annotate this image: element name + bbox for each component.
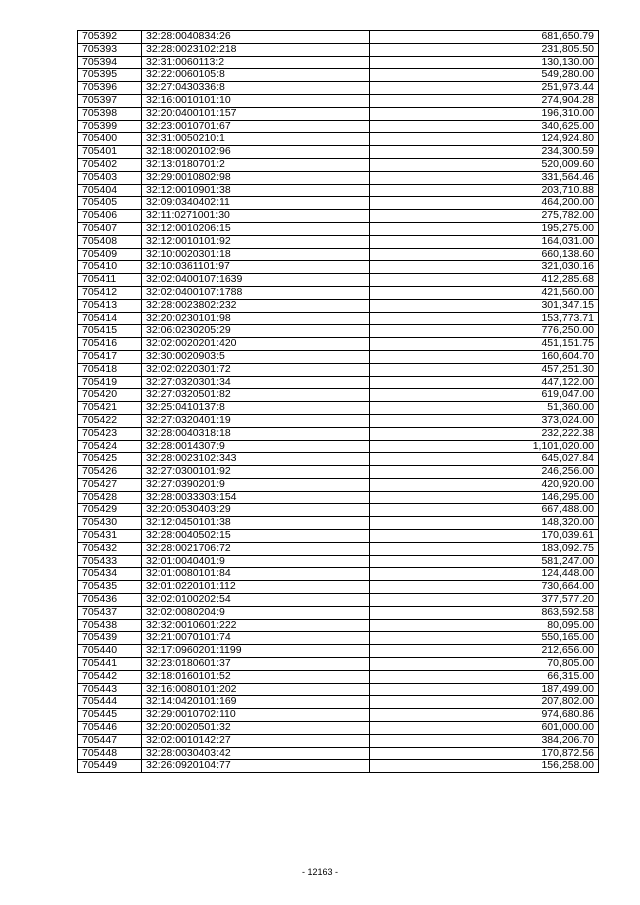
row-id-cell: 705418 xyxy=(78,363,142,376)
cadastral-number-cell: 32:28:0021706:72 xyxy=(142,542,370,555)
table-row xyxy=(78,568,599,581)
amount-cell: 124,924.80 xyxy=(370,133,599,146)
table-row xyxy=(78,594,599,607)
table-row xyxy=(78,338,599,351)
cadastral-number-cell: 32:12:0010901:38 xyxy=(142,184,370,197)
row-id-cell: 705429 xyxy=(78,504,142,517)
amount-cell: 212,656.00 xyxy=(370,645,599,658)
cadastral-number-cell: 32:27:0320501:82 xyxy=(142,389,370,402)
table-row xyxy=(78,274,599,287)
cadastral-number-cell: 32:20:0400101:157 xyxy=(142,107,370,120)
table-row xyxy=(78,658,599,671)
amount-cell: 195,275.00 xyxy=(370,222,599,235)
table-row xyxy=(78,363,599,376)
table-row xyxy=(78,350,599,363)
amount-cell: 645,027.84 xyxy=(370,453,599,466)
amount-cell: 776,250.00 xyxy=(370,325,599,338)
table-row xyxy=(78,31,599,44)
cadastral-number-cell: 32:01:0080101:84 xyxy=(142,568,370,581)
cadastral-number-cell: 32:02:0100202:54 xyxy=(142,594,370,607)
row-id-cell: 705420 xyxy=(78,389,142,402)
amount-cell: 974,680.86 xyxy=(370,709,599,722)
amount-cell: 451,151.75 xyxy=(370,338,599,351)
cadastral-number-cell: 32:27:0300101:92 xyxy=(142,466,370,479)
page-number: - 12163 - xyxy=(301,867,339,877)
table-row xyxy=(78,248,599,261)
table-row xyxy=(78,69,599,82)
row-id-cell: 705447 xyxy=(78,734,142,747)
table-row xyxy=(78,427,599,440)
amount-cell: 1,101,020.00 xyxy=(370,440,599,453)
amount-cell: 246,256.00 xyxy=(370,466,599,479)
amount-cell: 70,805.00 xyxy=(370,658,599,671)
table-row xyxy=(78,184,599,197)
table-row xyxy=(78,645,599,658)
row-id-cell: 705436 xyxy=(78,594,142,607)
table-row xyxy=(78,325,599,338)
cadastral-number-cell: 32:29:0010802:98 xyxy=(142,171,370,184)
table-row xyxy=(78,222,599,235)
cadastral-number-cell: 32:23:0010701:67 xyxy=(142,120,370,133)
amount-cell: 160,604.70 xyxy=(370,350,599,363)
cadastral-number-cell: 32:06:0230205:29 xyxy=(142,325,370,338)
amount-cell: 447,122.00 xyxy=(370,376,599,389)
cadastral-number-cell: 32:18:0020102:96 xyxy=(142,146,370,159)
row-id-cell: 705431 xyxy=(78,530,142,543)
cadastral-number-cell: 32:28:0014307:9 xyxy=(142,440,370,453)
row-id-cell: 705401 xyxy=(78,146,142,159)
row-id-cell: 705412 xyxy=(78,286,142,299)
row-id-cell: 705393 xyxy=(78,43,142,56)
table-row xyxy=(78,94,599,107)
row-id-cell: 705397 xyxy=(78,94,142,107)
row-id-cell: 705414 xyxy=(78,312,142,325)
amount-cell: 187,499.00 xyxy=(370,683,599,696)
row-id-cell: 705445 xyxy=(78,709,142,722)
table-row xyxy=(78,235,599,248)
row-id-cell: 705398 xyxy=(78,107,142,120)
amount-cell: 274,904.28 xyxy=(370,94,599,107)
amount-cell: 420,920.00 xyxy=(370,478,599,491)
cadastral-number-cell: 32:18:0160101:52 xyxy=(142,670,370,683)
row-id-cell: 705404 xyxy=(78,184,142,197)
table-row xyxy=(78,504,599,517)
row-id-cell: 705403 xyxy=(78,171,142,184)
table-row xyxy=(78,261,599,274)
cadastral-number-cell: 32:10:0020301:18 xyxy=(142,248,370,261)
amount-cell: 667,488.00 xyxy=(370,504,599,517)
amount-cell: 51,360.00 xyxy=(370,402,599,415)
table-row xyxy=(78,453,599,466)
table-row xyxy=(78,171,599,184)
row-id-cell: 705411 xyxy=(78,274,142,287)
cadastral-number-cell: 32:17:0960201:1199 xyxy=(142,645,370,658)
cadastral-number-cell: 32:28:0023102:218 xyxy=(142,43,370,56)
cadastral-number-cell: 32:12:0010206:15 xyxy=(142,222,370,235)
amount-cell: 377,577.20 xyxy=(370,594,599,607)
amount-cell: 681,650.79 xyxy=(370,31,599,44)
amount-cell: 275,782.00 xyxy=(370,210,599,223)
amount-cell: 164,031.00 xyxy=(370,235,599,248)
amount-cell: 331,564.46 xyxy=(370,171,599,184)
cadastral-number-cell: 32:02:0020201:420 xyxy=(142,338,370,351)
amount-cell: 170,872.56 xyxy=(370,747,599,760)
table-row xyxy=(78,82,599,95)
table-row xyxy=(78,158,599,171)
amount-cell: 863,592.58 xyxy=(370,606,599,619)
table-row xyxy=(78,466,599,479)
cadastral-number-cell: 32:22:0060105:8 xyxy=(142,69,370,82)
row-id-cell: 705423 xyxy=(78,427,142,440)
table-row xyxy=(78,107,599,120)
amount-cell: 207,802.00 xyxy=(370,696,599,709)
row-id-cell: 705432 xyxy=(78,542,142,555)
row-id-cell: 705405 xyxy=(78,197,142,210)
table-row xyxy=(78,43,599,56)
table-row xyxy=(78,56,599,69)
row-id-cell: 705410 xyxy=(78,261,142,274)
row-id-cell: 705440 xyxy=(78,645,142,658)
cadastral-number-cell: 32:25:0410137:8 xyxy=(142,402,370,415)
row-id-cell: 705427 xyxy=(78,478,142,491)
row-id-cell: 705422 xyxy=(78,414,142,427)
amount-cell: 550,165.00 xyxy=(370,632,599,645)
row-id-cell: 705399 xyxy=(78,120,142,133)
table-row xyxy=(78,491,599,504)
table-row xyxy=(78,722,599,735)
cadastral-number-cell: 32:27:0320401:19 xyxy=(142,414,370,427)
row-id-cell: 705416 xyxy=(78,338,142,351)
table-row xyxy=(78,606,599,619)
row-id-cell: 705402 xyxy=(78,158,142,171)
table-row xyxy=(78,530,599,543)
row-id-cell: 705413 xyxy=(78,299,142,312)
cadastral-number-cell: 32:20:0020501:32 xyxy=(142,722,370,735)
amount-cell: 457,251.30 xyxy=(370,363,599,376)
amount-cell: 130,130.00 xyxy=(370,56,599,69)
table-row xyxy=(78,734,599,747)
amount-cell: 601,000.00 xyxy=(370,722,599,735)
row-id-cell: 705407 xyxy=(78,222,142,235)
row-id-cell: 705392 xyxy=(78,31,142,44)
table-row xyxy=(78,299,599,312)
amount-cell: 80,095.00 xyxy=(370,619,599,632)
table-row xyxy=(78,478,599,491)
cadastral-number-cell: 32:29:0010702:110 xyxy=(142,709,370,722)
cadastral-number-cell: 32:11:0271001:30 xyxy=(142,210,370,223)
row-id-cell: 705394 xyxy=(78,56,142,69)
row-id-cell: 705396 xyxy=(78,82,142,95)
amount-cell: 232,222.38 xyxy=(370,427,599,440)
amount-cell: 412,285.68 xyxy=(370,274,599,287)
cadastral-number-cell: 32:31:0060113:2 xyxy=(142,56,370,69)
amount-cell: 373,024.00 xyxy=(370,414,599,427)
row-id-cell: 705448 xyxy=(78,747,142,760)
cadastral-number-cell: 32:26:0920104:77 xyxy=(142,760,370,773)
table-row xyxy=(78,389,599,402)
cadastral-number-cell: 32:14:0420101:169 xyxy=(142,696,370,709)
amount-cell: 156,258.00 xyxy=(370,760,599,773)
row-id-cell: 705417 xyxy=(78,350,142,363)
cadastral-number-cell: 32:02:0080204:9 xyxy=(142,606,370,619)
cadastral-number-cell: 32:20:0230101:98 xyxy=(142,312,370,325)
row-id-cell: 705438 xyxy=(78,619,142,632)
row-id-cell: 705439 xyxy=(78,632,142,645)
amount-cell: 153,773.71 xyxy=(370,312,599,325)
cadastral-number-cell: 32:10:0361101:97 xyxy=(142,261,370,274)
row-id-cell: 705419 xyxy=(78,376,142,389)
amount-cell: 340,625.00 xyxy=(370,120,599,133)
cadastral-number-cell: 32:27:0430336:8 xyxy=(142,82,370,95)
table-row xyxy=(78,210,599,223)
cadastral-number-cell: 32:02:0010142:27 xyxy=(142,734,370,747)
amount-cell: 520,009.60 xyxy=(370,158,599,171)
row-id-cell: 705437 xyxy=(78,606,142,619)
row-id-cell: 705425 xyxy=(78,453,142,466)
amount-cell: 124,448.00 xyxy=(370,568,599,581)
cadastral-number-cell: 32:27:0320301:34 xyxy=(142,376,370,389)
row-id-cell: 705395 xyxy=(78,69,142,82)
data-table xyxy=(77,30,599,773)
row-id-cell: 705442 xyxy=(78,670,142,683)
row-id-cell: 705441 xyxy=(78,658,142,671)
cadastral-number-cell: 32:28:0040834:26 xyxy=(142,31,370,44)
table-row xyxy=(78,402,599,415)
row-id-cell: 705430 xyxy=(78,517,142,530)
table-row xyxy=(78,696,599,709)
cadastral-number-cell: 32:09:0340402:11 xyxy=(142,197,370,210)
cadastral-number-cell: 32:02:0400107:1788 xyxy=(142,286,370,299)
row-id-cell: 705444 xyxy=(78,696,142,709)
table-row xyxy=(78,581,599,594)
table-row xyxy=(78,747,599,760)
amount-cell: 148,320.00 xyxy=(370,517,599,530)
row-id-cell: 705446 xyxy=(78,722,142,735)
amount-cell: 170,039.61 xyxy=(370,530,599,543)
amount-cell: 203,710.88 xyxy=(370,184,599,197)
table-row xyxy=(78,440,599,453)
table-row xyxy=(78,414,599,427)
row-id-cell: 705435 xyxy=(78,581,142,594)
row-id-cell: 705428 xyxy=(78,491,142,504)
amount-cell: 660,138.60 xyxy=(370,248,599,261)
amount-cell: 231,805.50 xyxy=(370,43,599,56)
cadastral-number-cell: 32:28:0023102:343 xyxy=(142,453,370,466)
cadastral-number-cell: 32:16:0010101:10 xyxy=(142,94,370,107)
cadastral-number-cell: 32:01:0040401:9 xyxy=(142,555,370,568)
table-row xyxy=(78,619,599,632)
amount-cell: 321,030.16 xyxy=(370,261,599,274)
cadastral-number-cell: 32:28:0040502:15 xyxy=(142,530,370,543)
cadastral-number-cell: 32:02:0400107:1639 xyxy=(142,274,370,287)
amount-cell: 464,200.00 xyxy=(370,197,599,210)
table-row xyxy=(78,120,599,133)
table-row xyxy=(78,760,599,773)
row-id-cell: 705400 xyxy=(78,133,142,146)
cadastral-number-cell: 32:12:0010101:92 xyxy=(142,235,370,248)
table-row xyxy=(78,542,599,555)
amount-cell: 301,347.15 xyxy=(370,299,599,312)
cadastral-number-cell: 32:32:0010601:222 xyxy=(142,619,370,632)
table-row xyxy=(78,312,599,325)
table-row xyxy=(78,709,599,722)
table-row xyxy=(78,517,599,530)
table-row xyxy=(78,197,599,210)
amount-cell: 421,560.00 xyxy=(370,286,599,299)
table-row xyxy=(78,670,599,683)
amount-cell: 619,047.00 xyxy=(370,389,599,402)
table-row xyxy=(78,146,599,159)
amount-cell: 384,206.70 xyxy=(370,734,599,747)
row-id-cell: 705433 xyxy=(78,555,142,568)
row-id-cell: 705426 xyxy=(78,466,142,479)
amount-cell: 66,315.00 xyxy=(370,670,599,683)
amount-cell: 234,300.59 xyxy=(370,146,599,159)
row-id-cell: 705415 xyxy=(78,325,142,338)
cadastral-number-cell: 32:28:0033303:154 xyxy=(142,491,370,504)
amount-cell: 146,295.00 xyxy=(370,491,599,504)
cadastral-number-cell: 32:27:0390201:9 xyxy=(142,478,370,491)
cadastral-number-cell: 32:20:0530403:29 xyxy=(142,504,370,517)
amount-cell: 581,247.00 xyxy=(370,555,599,568)
amount-cell: 196,310.00 xyxy=(370,107,599,120)
cadastral-number-cell: 32:30:0020903:5 xyxy=(142,350,370,363)
amount-cell: 730,664.00 xyxy=(370,581,599,594)
cadastral-number-cell: 32:28:0023802:232 xyxy=(142,299,370,312)
row-id-cell: 705406 xyxy=(78,210,142,223)
row-id-cell: 705443 xyxy=(78,683,142,696)
cadastral-number-cell: 32:13:0180701:2 xyxy=(142,158,370,171)
cadastral-number-cell: 32:01:0220101:112 xyxy=(142,581,370,594)
row-id-cell: 705421 xyxy=(78,402,142,415)
cadastral-number-cell: 32:12:0450101:38 xyxy=(142,517,370,530)
row-id-cell: 705424 xyxy=(78,440,142,453)
amount-cell: 251,973.44 xyxy=(370,82,599,95)
table-row xyxy=(78,683,599,696)
row-id-cell: 705434 xyxy=(78,568,142,581)
table-row xyxy=(78,555,599,568)
amount-cell: 549,280.00 xyxy=(370,69,599,82)
table-row xyxy=(78,376,599,389)
row-id-cell: 705408 xyxy=(78,235,142,248)
table-body xyxy=(78,31,599,773)
cadastral-number-cell: 32:21:0070101:74 xyxy=(142,632,370,645)
row-id-cell: 705449 xyxy=(78,760,142,773)
cadastral-number-cell: 32:31:0050210:1 xyxy=(142,133,370,146)
cadastral-number-cell: 32:02:0220301:72 xyxy=(142,363,370,376)
row-id-cell: 705409 xyxy=(78,248,142,261)
table-row xyxy=(78,133,599,146)
table-row xyxy=(78,286,599,299)
amount-cell: 183,092.75 xyxy=(370,542,599,555)
table-row xyxy=(78,632,599,645)
cadastral-number-cell: 32:28:0030403:42 xyxy=(142,747,370,760)
cadastral-number-cell: 32:23:0180601:37 xyxy=(142,658,370,671)
cadastral-number-cell: 32:16:0080101:202 xyxy=(142,683,370,696)
cadastral-number-cell: 32:28:0040318:18 xyxy=(142,427,370,440)
